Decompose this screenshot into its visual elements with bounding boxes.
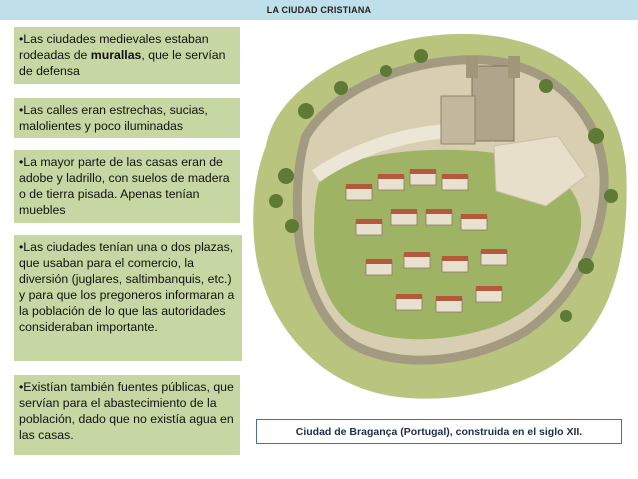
caption-text: Ciudad de Bragança (Portugal), construida en el siglo XII. (295, 425, 583, 438)
text-box-walls (14, 27, 240, 84)
text-box-walls-pre: •Las ciudades medievales estaban rodeadas de (19, 32, 209, 62)
castle-keep (472, 66, 514, 141)
text-box-streets-text: •Las calles eran estrechas, sucias, malolientes y poco iluminadas (19, 103, 208, 133)
text-box-streets (14, 98, 240, 138)
castle-tower-left (466, 56, 478, 78)
text-box-fountains (14, 375, 240, 455)
page-title: LA CIUDAD CRISTIANA (266, 5, 372, 15)
text-box-squares (14, 235, 242, 361)
medieval-walled-city-illustration (246, 26, 632, 414)
text-box-houses-text: •La mayor parte de las casas eran de adobe y ladrillo, con suelos de madera o de tierra pisada. Apenas tenían muebles (19, 155, 230, 217)
illustration-caption (256, 419, 622, 444)
text-box-fountains-text: •Existían también fuentes públicas, que servían para el abastecimiento de la población, dado que no existía agua en las casas. (19, 380, 234, 442)
title-bar (0, 0, 638, 20)
text-box-houses (14, 150, 240, 223)
castle-tower-right (508, 56, 520, 78)
castle-wing (441, 96, 475, 144)
text-box-walls-bold: murallas (90, 48, 142, 62)
text-box-walls-post: , que le servían de defensa (19, 48, 226, 78)
text-box-squares-text: •Las ciudades tenían una o dos plazas, que usaban para el comercio, la diversión (juglares, saltimbanquis, etc.) y para que los pregoneros informaran a la población de lo que las autoridades consideraban importante. (19, 240, 235, 334)
